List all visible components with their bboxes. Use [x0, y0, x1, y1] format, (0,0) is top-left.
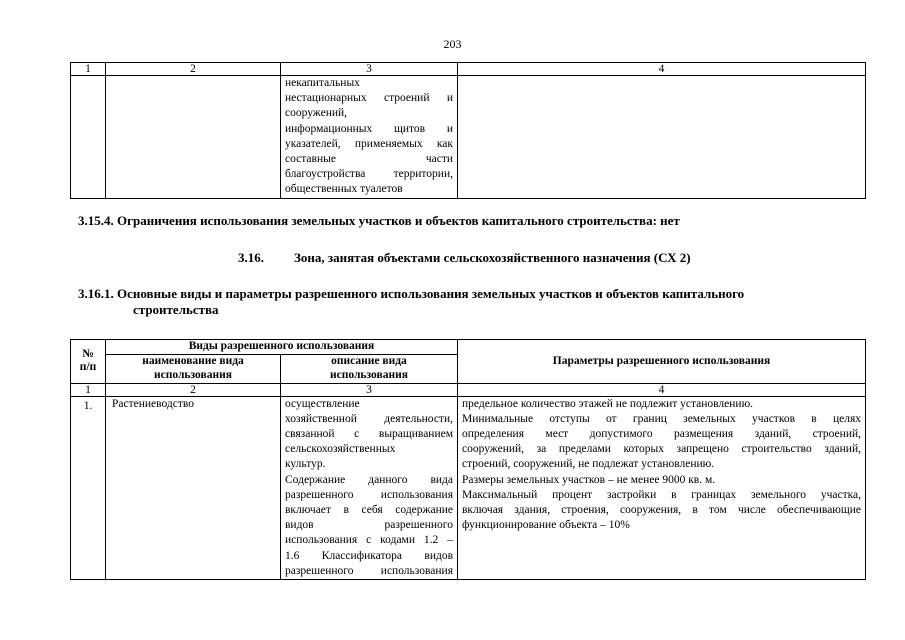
col-num-4: 4 [458, 63, 866, 76]
col-num-3: 3 [281, 383, 458, 396]
cell-num: 1. [71, 396, 106, 579]
cell-name: Растениеводство [106, 396, 281, 579]
desc-line: благоустройства территории, [285, 168, 453, 181]
col-num-4: 4 [458, 383, 866, 396]
desc-line: осуществление [285, 397, 360, 410]
desc-line: сельскохозяйственных [285, 443, 396, 456]
desc-line: информационных щитов и [285, 122, 453, 135]
header-desc: описание вида использования [281, 354, 458, 383]
land-use-table [70, 339, 866, 580]
page-number: 203 [443, 37, 462, 51]
params-line: включая здания, строения, сооружения, в том числе обеспечивающие [462, 503, 861, 516]
desc-line: хозяйственной деятельности, [285, 412, 453, 425]
desc-line: некапитальных [285, 77, 360, 89]
heading-3-16-1-line1: 3.16.1. Основные виды и параметры разрешенного использования земельных участков и объектов капитального [78, 286, 745, 301]
cell-name [106, 76, 281, 199]
cell-params [458, 76, 866, 199]
desc-line: составные части [285, 153, 453, 166]
params-line: сооружений, за пределами которых запрещено строительство зданий, [462, 443, 861, 456]
params-line: Максимальный процент застройки в границах земельного участка, [462, 488, 861, 501]
table-row [71, 76, 866, 199]
header-use-types: Виды разрешенного использования [106, 340, 458, 355]
desc-line: Содержание данного вида [285, 473, 453, 486]
table-column-numbers [71, 63, 866, 76]
cell-num [71, 76, 106, 199]
params-line: предельное количество этажей не подлежит установлению. [462, 397, 754, 410]
params-line: Размеры земельных участков – не менее 9000 кв. м. [462, 473, 716, 486]
desc-line: использования с кодами 1.2 – [285, 534, 453, 547]
heading-3-16-number: 3.16. [238, 250, 264, 265]
desc-line: видов разрешенного [285, 519, 453, 532]
cell-desc [281, 396, 458, 579]
header-params: Параметры разрешенного использования [458, 340, 866, 384]
cell-desc [281, 76, 458, 199]
desc-line: нестационарных строений и [285, 92, 453, 105]
desc-line: сооружений, [285, 107, 348, 120]
header-num: № п/п [71, 340, 106, 384]
desc-line: разрешенного использования [285, 488, 453, 501]
params-line: Минимальные отступы от границ земельных участков в целях [462, 412, 861, 425]
cell-params [458, 396, 866, 579]
params-line: определения мест допустимого размещения зданий, строений, [462, 427, 861, 440]
desc-line: разрешенного использования [285, 564, 453, 577]
col-num-2: 2 [106, 383, 281, 396]
header-name: наименование вида использования [106, 354, 281, 383]
table-row [71, 396, 866, 579]
continued-table [70, 62, 866, 199]
table-column-numbers [71, 383, 866, 396]
table-head-row-1 [71, 340, 866, 355]
params-line: функционирование объекта – 10% [462, 519, 630, 532]
col-num-1: 1 [71, 383, 106, 396]
desc-line: включает в себя содержание [285, 503, 453, 516]
desc-line: общественных туалетов [285, 183, 403, 196]
desc-line: культур. [285, 458, 326, 471]
heading-3-15-4: 3.15.4. Ограничения использования земельных участков и объектов капитального строительства: нет [78, 213, 680, 228]
heading-3-16-1-line2: строительства [133, 302, 219, 317]
col-num-2: 2 [106, 63, 281, 76]
heading-3-16-title: Зона, занятая объектами сельскохозяйственного назначения (СХ 2) [294, 250, 691, 265]
desc-line: 1.6 Классификатора видов [285, 549, 453, 562]
col-num-3: 3 [281, 63, 458, 76]
desc-line: связанной с выращиванием [285, 427, 453, 440]
params-line: строений, сооружений, не подлежат установлению. [462, 458, 715, 471]
desc-line: указателей, применяемых как [285, 137, 453, 150]
col-num-1: 1 [71, 63, 106, 76]
